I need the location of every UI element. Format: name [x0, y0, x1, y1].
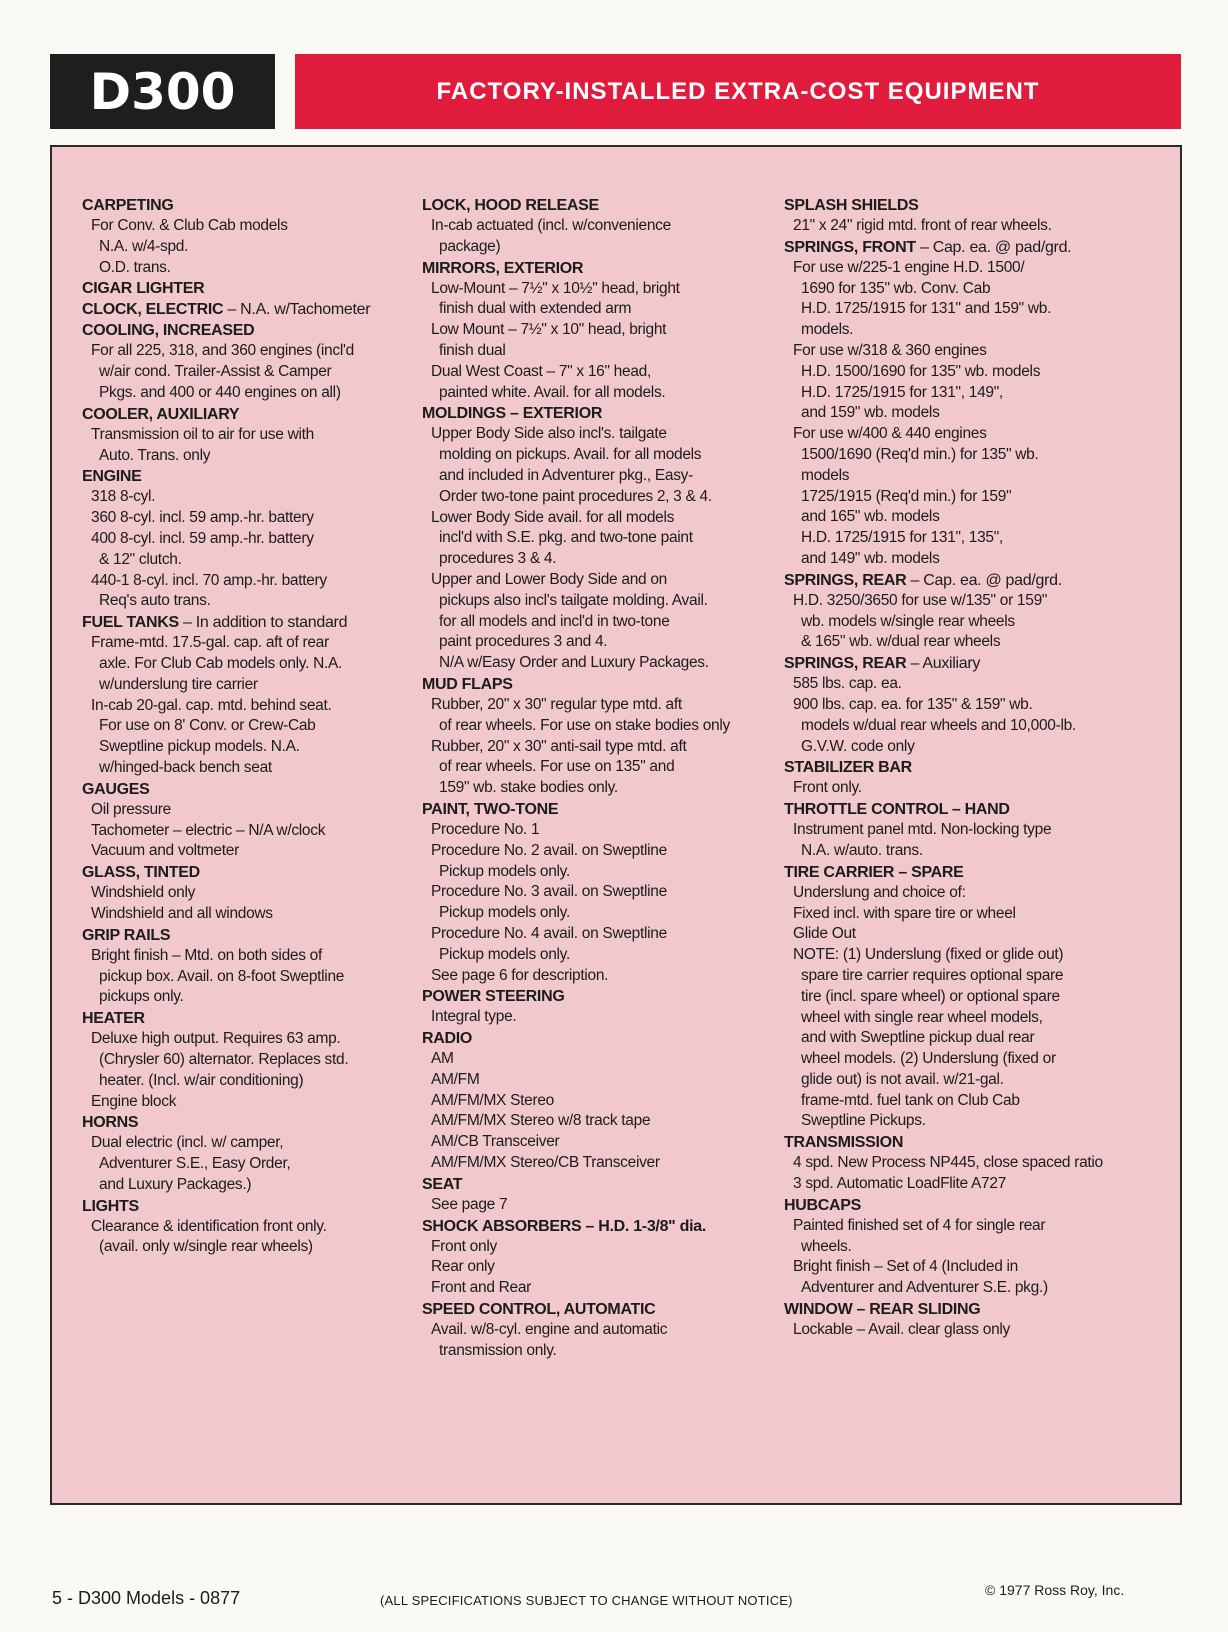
equipment-detail-line: Bright finish – Mtd. on both sides of [91, 946, 323, 964]
equipment-detail-line: package) [439, 237, 501, 255]
equipment-heading [422, 1216, 767, 1237]
equipment-detail-line: pickup box. Avail. on 8-foot Sweptline [99, 967, 345, 985]
equipment-detail-line: wb. models w/single rear wheels [801, 612, 1015, 630]
equipment-heading [784, 862, 1174, 883]
equipment-detail-line: For use on 8' Conv. or Crew-Cab [99, 717, 316, 735]
equipment-detail-line: wheels. [801, 1237, 852, 1255]
equipment-detail-line: H.D. 1725/1915 for 131", 149", [801, 383, 1003, 401]
equipment-detail-line: For use w/318 & 360 engines [793, 341, 987, 359]
equipment-detail-line: AM [431, 1050, 454, 1068]
equipment-heading [82, 1196, 402, 1217]
equipment-detail-line: AM/FM [431, 1070, 480, 1088]
equipment-detail-line: Procedure No. 4 avail. on Sweptline [431, 924, 667, 942]
equipment-detail-line: Painted finished set of 4 for single rear [793, 1216, 1046, 1234]
equipment-detail-line: 318 8-cyl. [91, 488, 156, 506]
equipment-detail-line: models. [801, 321, 854, 339]
equipment-heading [422, 1174, 767, 1195]
equipment-detail-line: Dual electric (incl. w/ camper, [91, 1134, 284, 1152]
equipment-heading-text: CLOCK, ELECTRIC [82, 301, 224, 319]
equipment-heading-text: SPEED CONTROL, AUTOMATIC [422, 1301, 656, 1319]
equipment-heading-text: SHOCK ABSORBERS – H.D. 1-3/8" dia. [422, 1217, 706, 1235]
equipment-detail-line: N/A w/Easy Order and Luxury Packages. [439, 654, 709, 672]
equipment-heading [784, 570, 1174, 591]
equipment-item [82, 299, 402, 320]
equipment-detail-line: for all models and incl'd in two-tone [439, 612, 670, 630]
equipment-heading-text: CARPETING [82, 197, 174, 214]
equipment-heading [82, 195, 402, 216]
equipment-detail-line: Low-Mount – 7½" x 10½" head, bright [431, 279, 680, 297]
equipment-heading [422, 258, 767, 279]
equipment-heading [422, 1299, 767, 1320]
equipment-heading-text: RADIO [422, 1030, 473, 1048]
equipment-heading-text: SPRINGS, REAR [784, 655, 907, 673]
equipment-detail-line: 1690 for 135" wb. Conv. Cab [801, 279, 991, 297]
equipment-heading-text: MUD FLAPS [422, 675, 513, 693]
equipment-item [784, 1195, 1174, 1299]
equipment-detail-line: 21" x 24" rigid mtd. front of rear wheels. [793, 217, 1052, 234]
equipment-detail-line: Fixed incl. with spare tire or wheel [793, 904, 1016, 922]
equipment-detail-line: Frame-mtd. 17.5-gal. cap. aft of rear [91, 634, 329, 652]
equipment-item [82, 320, 402, 403]
equipment-heading-text: LOCK, HOOD RELEASE [422, 197, 599, 214]
equipment-column-1 [82, 195, 402, 1258]
equipment-detail-line: w/hinged-back bench seat [99, 758, 272, 776]
equipment-detail-line: and 159" wb. models [801, 404, 940, 422]
equipment-detail-line: Dual West Coast – 7" x 16" head, [431, 362, 651, 380]
equipment-detail-line: models w/dual rear wheels and 10,000-lb. [801, 716, 1076, 734]
equipment-detail-line: For use w/225-1 engine H.D. 1500/ [793, 258, 1025, 276]
equipment-detail-line: & 165" wb. w/dual rear wheels [801, 633, 1001, 651]
equipment-heading-text: FUEL TANKS [82, 614, 179, 632]
equipment-item [422, 258, 767, 404]
equipment-detail-line: AM/FM/MX Stereo/CB Transceiver [431, 1154, 660, 1172]
equipment-detail-line: Glide Out [793, 925, 856, 943]
equipment-detail-line: and 149" wb. models [801, 549, 940, 567]
equipment-heading [82, 299, 402, 320]
equipment-heading [784, 1299, 1174, 1320]
equipment-detail-line: Upper Body Side also incl's. tailgate [431, 425, 667, 443]
equipment-heading-text: PAINT, TWO-TONE [422, 800, 559, 818]
equipment-detail-line: of rear wheels. For use on stake bodies only [439, 716, 730, 734]
equipment-detail-line: H.D. 1725/1915 for 131" and 159" wb. [801, 300, 1052, 318]
equipment-heading [82, 320, 402, 341]
equipment-detail-line: Deluxe high output. Requires 63 amp. [91, 1030, 341, 1048]
equipment-detail-line: Bright finish – Set of 4 (Included in [793, 1258, 1018, 1276]
equipment-detail-line: 3 spd. Automatic LoadFlite A727 [793, 1175, 1007, 1193]
equipment-detail-line: Pickup models only. [439, 904, 570, 922]
equipment-heading [784, 237, 1174, 258]
equipment-detail-line: of rear wheels. For use on 135" and [439, 758, 675, 776]
equipment-heading [422, 1028, 767, 1049]
equipment-detail-line: Front only [431, 1237, 497, 1255]
equipment-heading-text: COOLING, INCREASED [82, 322, 255, 340]
equipment-heading [82, 862, 402, 883]
equipment-heading-text: MIRRORS, EXTERIOR [422, 259, 584, 277]
equipment-detail-line: Pickup models only. [439, 945, 570, 963]
equipment-item [422, 1299, 767, 1362]
equipment-detail-line: 440-1 8-cyl. incl. 70 amp.-hr. battery [91, 571, 327, 589]
equipment-detail-line: pickups also incl's tailgate molding. Avail. [439, 591, 708, 609]
equipment-item [82, 925, 402, 1008]
equipment-detail-line: Engine block [91, 1092, 177, 1110]
equipment-detail-line: w/air cond. Trailer-Assist & Camper [99, 363, 332, 381]
equipment-heading-text: TIRE CARRIER – SPARE [784, 863, 964, 881]
equipment-heading [422, 799, 767, 820]
equipment-detail-line: procedures 3 & 4. [439, 550, 557, 568]
equipment-detail-line: For all 225, 318, and 360 engines (incl'd [91, 342, 354, 360]
equipment-heading-text: STABILIZER BAR [784, 759, 912, 777]
equipment-detail-line: Oil pressure [91, 800, 171, 818]
equipment-item [82, 862, 402, 925]
equipment-detail-line: Sweptline pickup models. N.A. [99, 738, 300, 756]
equipment-detail-line: For use w/400 & 440 engines [793, 425, 987, 443]
equipment-heading-text: GAUGES [82, 780, 150, 798]
equipment-detail-line: NOTE: (1) Underslung (fixed or glide out) [793, 946, 1064, 964]
equipment-detail-line: Underslung and choice of: [793, 883, 966, 901]
equipment-heading-note: – In addition to standard [178, 614, 348, 632]
equipment-heading-text: TRANSMISSION [784, 1134, 904, 1152]
equipment-panel [50, 145, 1182, 1505]
equipment-heading [784, 799, 1174, 820]
model-badge: D300 [50, 54, 275, 129]
equipment-item [784, 653, 1174, 757]
equipment-item [784, 1132, 1174, 1195]
equipment-detail-line: Auto. Trans. only [99, 446, 211, 464]
equipment-heading-text: LIGHTS [82, 1197, 139, 1215]
equipment-detail-line: Clearance & identification front only. [91, 1217, 327, 1235]
equipment-heading-text: POWER STEERING [422, 988, 565, 1006]
equipment-detail-line: AM/CB Transceiver [431, 1133, 560, 1151]
equipment-item [422, 674, 767, 799]
equipment-detail-line: frame-mtd. fuel tank on Club Cab [801, 1091, 1020, 1109]
equipment-detail-line: paint procedures 3 and 4. [439, 633, 608, 651]
equipment-detail-line: Low Mount – 7½" x 10" head, bright [431, 321, 667, 339]
equipment-detail-line: finish dual [439, 341, 506, 359]
equipment-detail-line: Sweptline Pickups. [801, 1112, 926, 1130]
equipment-detail-line: Lower Body Side avail. for all models [431, 508, 675, 526]
equipment-heading [82, 925, 402, 946]
footer-notice: (ALL SPECIFICATIONS SUBJECT TO CHANGE WITHOUT NOTICE) [380, 1593, 793, 1608]
equipment-detail-line: painted white. Avail. for all models. [439, 383, 666, 401]
equipment-heading [784, 1132, 1174, 1153]
equipment-item [422, 195, 767, 258]
equipment-detail-line: Req's auto trans. [99, 592, 211, 610]
equipment-item [82, 1196, 402, 1259]
equipment-detail-line: AM/FM/MX Stereo w/8 track tape [431, 1112, 651, 1130]
equipment-detail-line: Windshield and all windows [91, 904, 273, 922]
page-title: FACTORY-INSTALLED EXTRA-COST EQUIPMENT [295, 54, 1181, 129]
equipment-detail-line: 159" wb. stake bodies only. [439, 779, 618, 797]
equipment-heading [82, 278, 402, 299]
equipment-detail-line: 585 lbs. cap. ea. [793, 675, 902, 693]
equipment-detail-line: Rubber, 20" x 30" anti-sail type mtd. aft [431, 737, 687, 755]
equipment-detail-line: Adventurer and Adventurer S.E. pkg.) [801, 1279, 1048, 1297]
equipment-detail-line: Rear only [431, 1258, 495, 1276]
equipment-item [422, 1216, 767, 1299]
equipment-detail-line: transmission only. [439, 1341, 557, 1359]
equipment-detail-line: H.D. 3250/3650 for use w/135" or 159" [793, 591, 1048, 609]
equipment-heading [422, 195, 767, 216]
equipment-detail-line: 1500/1690 (Req'd min.) for 135" wb. [801, 445, 1039, 463]
equipment-item [82, 278, 402, 299]
equipment-heading-text: HUBCAPS [784, 1196, 862, 1214]
equipment-detail-line: Pickup models only. [439, 862, 570, 880]
equipment-detail-line: models [801, 466, 850, 484]
equipment-item [784, 237, 1174, 570]
equipment-detail-line: Front and Rear [431, 1279, 532, 1297]
equipment-heading [82, 779, 402, 800]
equipment-detail-line: Upper and Lower Body Side and on [431, 570, 667, 588]
equipment-item [784, 570, 1174, 653]
equipment-detail-line: and 165" wb. models [801, 508, 940, 526]
equipment-item [784, 862, 1174, 1133]
equipment-item [82, 466, 402, 612]
equipment-detail-line: See page 6 for description. [431, 966, 609, 984]
equipment-detail-line: Tachometer – electric – N/A w/clock [91, 821, 326, 839]
equipment-detail-line: 900 lbs. cap. ea. for 135" & 159" wb. [793, 695, 1033, 713]
equipment-heading-text: MOLDINGS – EXTERIOR [422, 405, 603, 423]
equipment-detail-line: tire (incl. spare wheel) or optional spare [801, 987, 1060, 1005]
equipment-detail-line: Procedure No. 1 [431, 820, 540, 838]
equipment-detail-line: See page 7 [431, 1195, 508, 1213]
equipment-item [784, 195, 1174, 237]
equipment-item [82, 404, 402, 467]
equipment-detail-line: Integral type. [431, 1008, 517, 1026]
equipment-detail-line: (Chrysler 60) alternator. Replaces std. [99, 1050, 349, 1068]
equipment-detail-line: Avail. w/8-cyl. engine and automatic [431, 1321, 668, 1339]
equipment-detail-line: wheel models. (2) Underslung (fixed or [801, 1050, 1056, 1068]
equipment-heading [82, 1112, 402, 1133]
equipment-item [82, 779, 402, 862]
equipment-heading-text: COOLER, AUXILIARY [82, 405, 240, 423]
equipment-heading-text: HORNS [82, 1114, 139, 1132]
equipment-detail-line: and included in Adventurer pkg., Easy- [439, 466, 693, 484]
equipment-detail-line: Rubber, 20" x 30" regular type mtd. aft [431, 695, 682, 713]
equipment-detail-line: molding on pickups. Avail. for all models [439, 446, 702, 464]
equipment-detail-line: G.V.W. code only [801, 737, 915, 755]
equipment-detail-line: 4 spd. New Process NP445, close spaced ratio [793, 1154, 1103, 1172]
equipment-detail-line: 1725/1915 (Req'd min.) for 159" [801, 487, 1012, 505]
equipment-item [784, 1299, 1174, 1341]
equipment-item [422, 986, 767, 1028]
equipment-detail-line: Procedure No. 3 avail. on Sweptline [431, 883, 667, 901]
equipment-detail-line: & 12" clutch. [99, 550, 182, 568]
equipment-heading-text: CIGAR LIGHTER [82, 280, 205, 298]
equipment-heading [422, 674, 767, 695]
equipment-detail-line: Instrument panel mtd. Non-locking type [793, 821, 1052, 839]
equipment-heading-text: SPRINGS, FRONT [784, 238, 916, 256]
equipment-detail-line: O.D. trans. [99, 258, 171, 276]
equipment-detail-line: N.A. w/auto. trans. [801, 841, 923, 859]
equipment-detail-line: In-cab 20-gal. cap. mtd. behind seat. [91, 696, 332, 714]
equipment-detail-line: Lockable – Avail. clear glass only [793, 1321, 1010, 1339]
equipment-column-3 [784, 195, 1174, 1341]
equipment-detail-line: Vacuum and voltmeter [91, 842, 239, 860]
equipment-heading [82, 612, 402, 633]
equipment-detail-line: and Luxury Packages.) [99, 1175, 252, 1193]
equipment-item [82, 1008, 402, 1112]
equipment-detail-line: axle. For Club Cab models only. N.A. [99, 654, 343, 672]
equipment-detail-line: AM/FM/MX Stereo [431, 1091, 554, 1109]
copyright: © 1977 Ross Roy, Inc. [985, 1582, 1125, 1598]
equipment-detail-line: wheel with single rear wheel models, [801, 1008, 1043, 1026]
equipment-heading-text: WINDOW – REAR SLIDING [784, 1301, 981, 1319]
equipment-heading-note: – Cap. ea. @ pad/grd. [915, 238, 1072, 256]
equipment-detail-line: Procedure No. 2 avail. on Sweptline [431, 841, 667, 859]
equipment-detail-line: w/underslung tire carrier [99, 675, 258, 693]
equipment-item [82, 195, 402, 278]
equipment-heading [784, 653, 1174, 674]
equipment-heading [422, 986, 767, 1007]
equipment-heading-text: HEATER [82, 1010, 145, 1028]
equipment-detail-line: and with Sweptline pickup dual rear [801, 1029, 1035, 1047]
equipment-heading [784, 757, 1174, 778]
equipment-item [784, 799, 1174, 862]
equipment-heading [82, 466, 402, 487]
equipment-heading [422, 403, 767, 424]
equipment-detail-line: pickups only. [99, 988, 184, 1006]
equipment-detail-line: (avail. only w/single rear wheels) [99, 1238, 313, 1256]
page-number: 5 - D300 Models - 0877 [52, 1588, 241, 1608]
equipment-heading [82, 1008, 402, 1029]
equipment-detail-line: Order two-tone paint procedures 2, 3 & 4. [439, 487, 712, 505]
equipment-detail-line: H.D. 1725/1915 for 131", 135", [801, 529, 1003, 547]
equipment-heading-text: SEAT [422, 1175, 463, 1193]
equipment-item [422, 403, 767, 674]
equipment-detail-line: For Conv. & Club Cab models [91, 217, 288, 234]
equipment-detail-line: finish dual with extended arm [439, 300, 632, 318]
equipment-item [784, 757, 1174, 799]
equipment-item [422, 799, 767, 986]
equipment-detail-line: Windshield only [91, 884, 196, 902]
equipment-heading-text: SPRINGS, REAR [784, 571, 907, 589]
equipment-detail-line: Adventurer S.E., Easy Order, [99, 1155, 291, 1173]
equipment-detail-line: Front only. [793, 779, 862, 797]
equipment-heading-note: – Auxiliary [906, 655, 981, 673]
equipment-heading-text: GRIP RAILS [82, 926, 171, 944]
equipment-item [82, 612, 402, 779]
equipment-detail-line: 400 8-cyl. incl. 59 amp.-hr. battery [91, 529, 314, 547]
equipment-detail-line: In-cab actuated (incl. w/convenience [431, 217, 671, 234]
equipment-heading-text: THROTTLE CONTROL – HAND [784, 801, 1010, 819]
equipment-item [422, 1174, 767, 1216]
equipment-detail-line: spare tire carrier requires optional spare [801, 966, 1064, 984]
equipment-detail-line: Pkgs. and 400 or 440 engines on all) [99, 383, 341, 401]
equipment-detail-line: H.D. 1500/1690 for 135" wb. models [801, 362, 1041, 380]
equipment-detail-line: glide out) is not avail. w/21-gal. [801, 1070, 1004, 1088]
equipment-heading [784, 1195, 1174, 1216]
equipment-heading [82, 404, 402, 425]
equipment-heading-note: – Cap. ea. @ pad/grd. [906, 571, 1062, 589]
equipment-detail-line: Transmission oil to air for use with [91, 425, 314, 443]
equipment-detail-line: N.A. w/4-spd. [99, 237, 189, 255]
equipment-detail-line: heater. (Incl. w/air conditioning) [99, 1071, 304, 1089]
equipment-heading-text: GLASS, TINTED [82, 864, 200, 882]
equipment-heading-note: – N.A. w/Tachometer [223, 301, 371, 319]
equipment-detail-line: incl'd with S.E. pkg. and two-tone paint [439, 529, 693, 547]
equipment-detail-line: 360 8-cyl. incl. 59 amp.-hr. battery [91, 509, 314, 527]
equipment-column-2 [422, 195, 767, 1362]
equipment-item [422, 1028, 767, 1174]
equipment-heading-text: SPLASH SHIELDS [784, 197, 919, 214]
equipment-item [82, 1112, 402, 1195]
equipment-heading [784, 195, 1174, 216]
equipment-heading-text: ENGINE [82, 468, 142, 486]
